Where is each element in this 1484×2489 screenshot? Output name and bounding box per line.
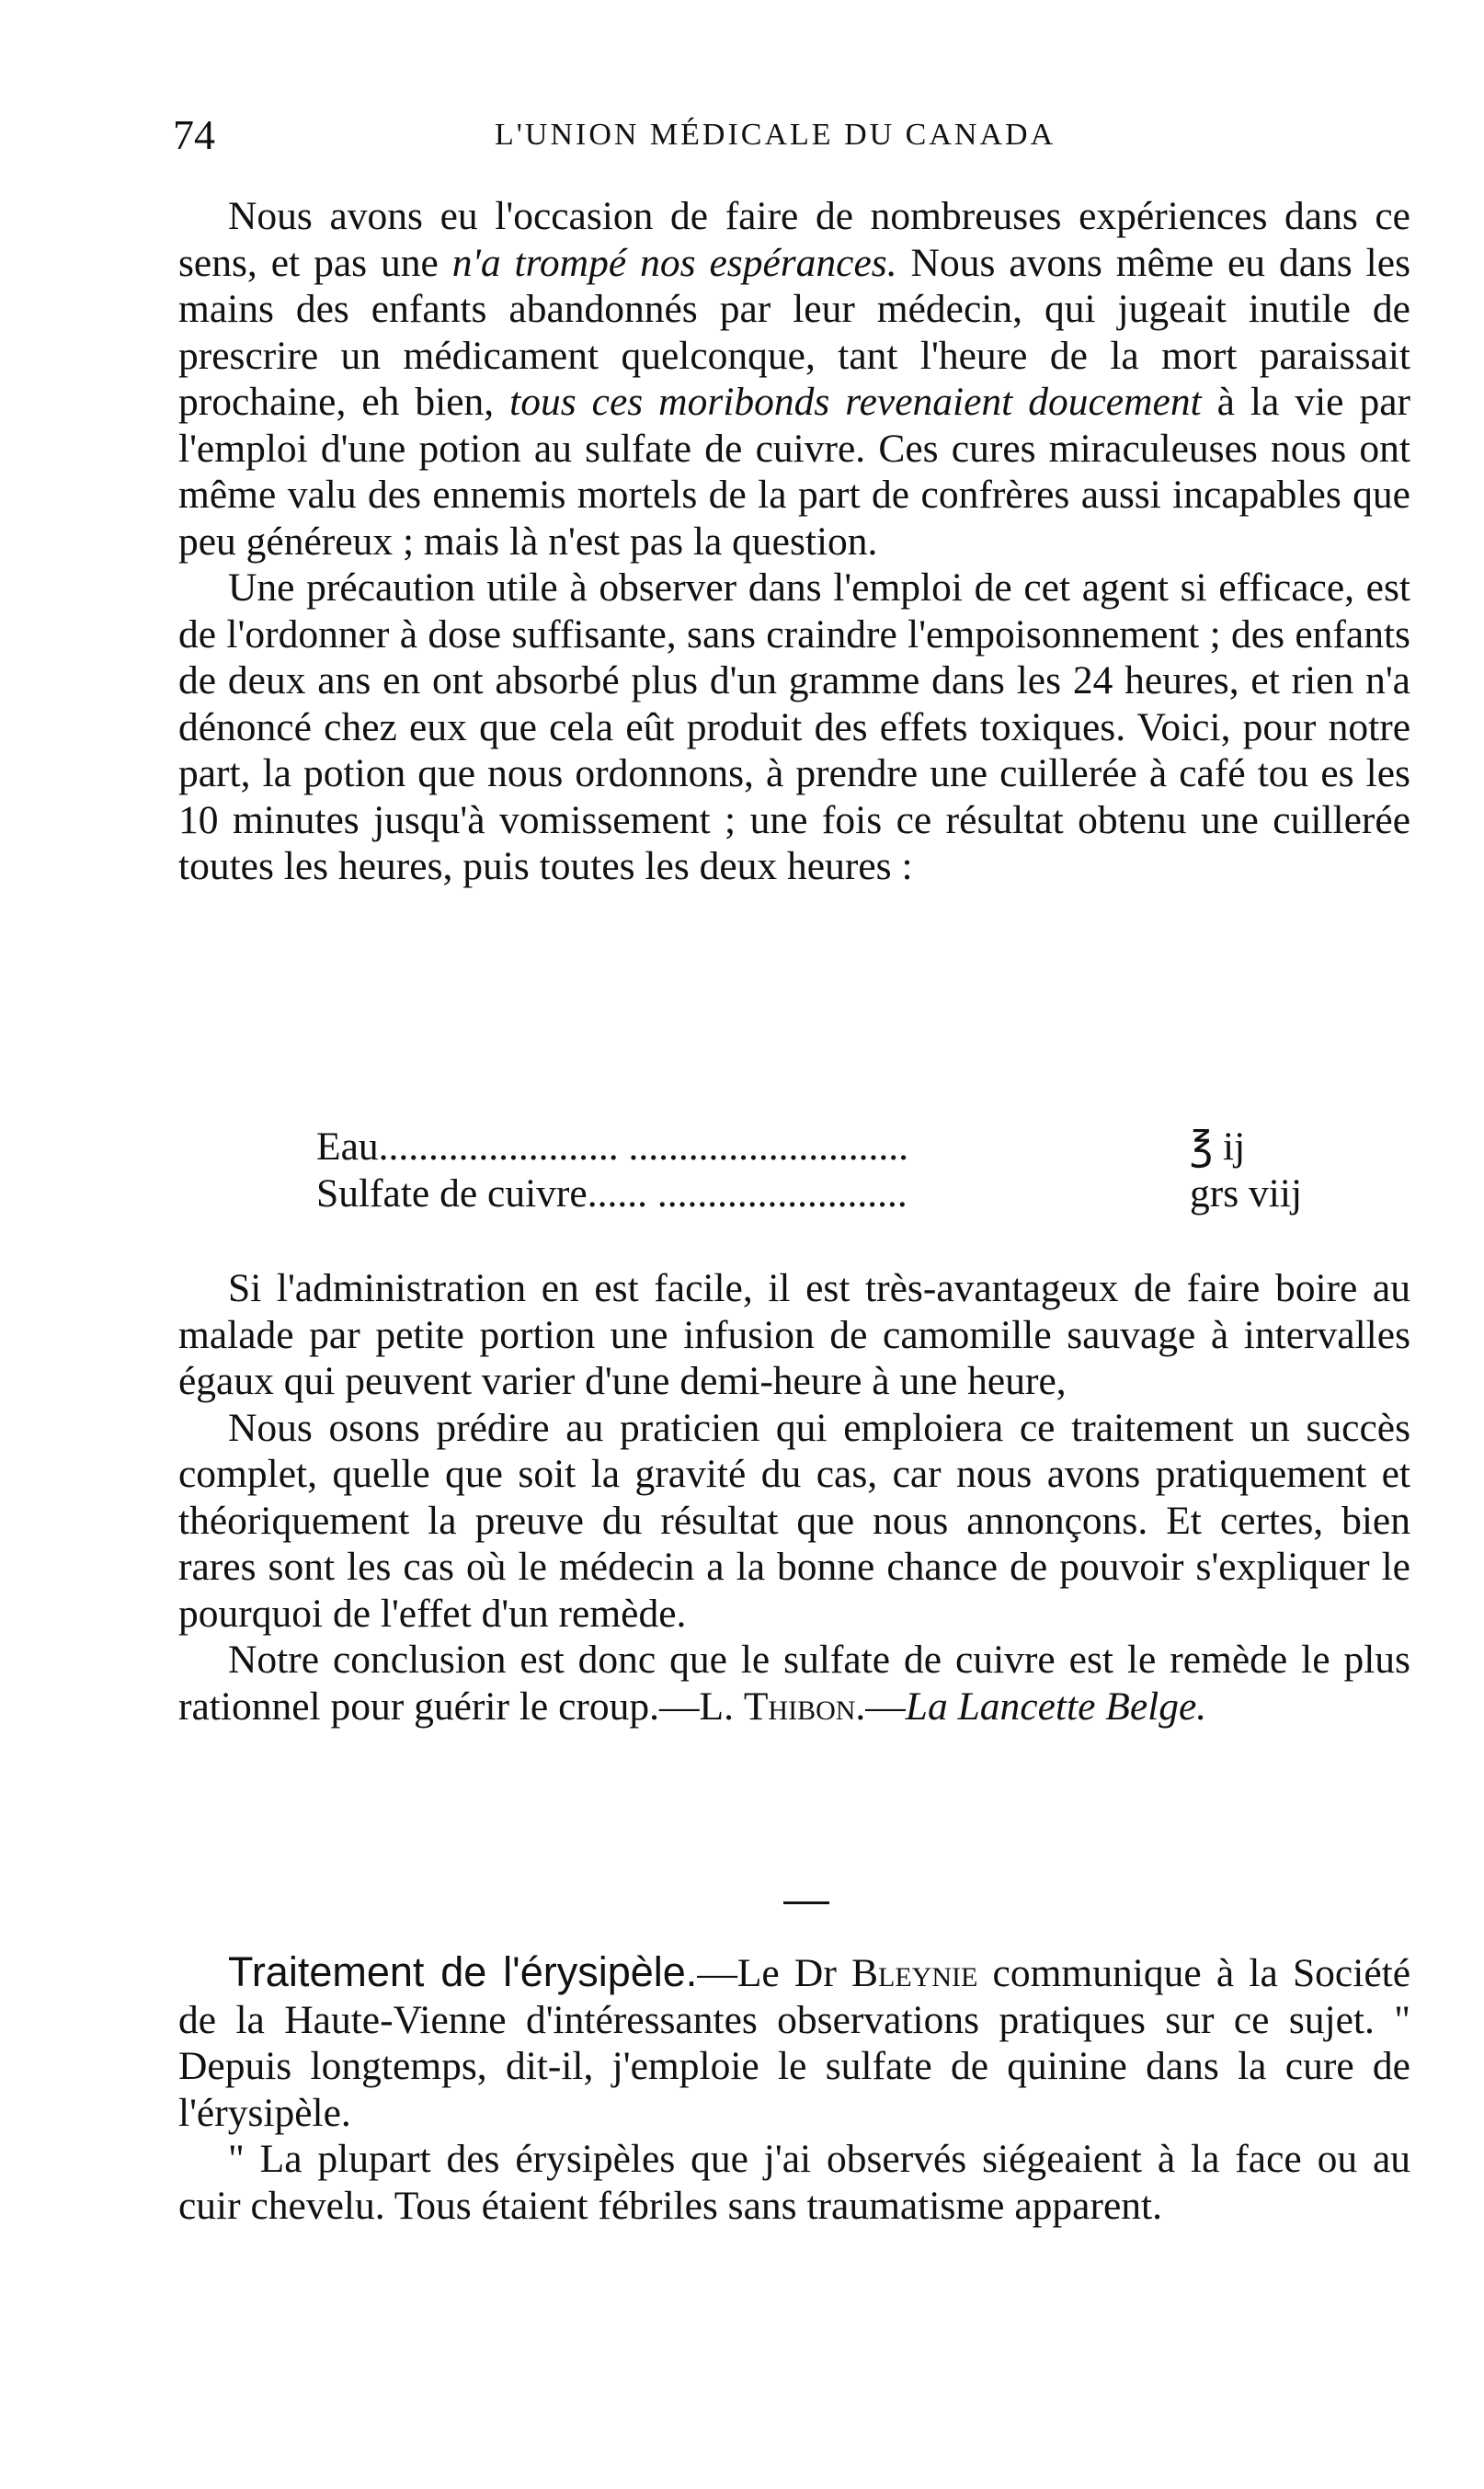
article-title: Traitement de l'érysipèle. (228, 1948, 698, 1995)
paragraph-administration: Si l'administration en est facile, il est très-avantageux de faire boire au malade par petite portion une infusion de camomille sauvage à intervalles égaux qui peuvent varier d'une demi-heure à une heure, (178, 1266, 1410, 1403)
text-run: à la vie par l'emploi d'une potion au sulfate de cuivre. Ces cures miraculeuses nous ont même valu des ennemis mortels de la part de confrères aussi incapables que peu généreux ; mais là n'est pas la question. (178, 380, 1410, 564)
prescription-formula (316, 1124, 1328, 1216)
text-run: —Le Dr (697, 1951, 852, 1995)
paragraph-precaution: Une précaution utile à observer dans l'emploi de cet agent si efficace, est de l'ordonner à dose suffisante, sans craindre l'empoisonnement ; des enfants de deux ans en ont absorbé plus d'un gramme dans les 24 heures, et rien n'a dénoncé chez eux que cela eût produit des effets toxiques. Voici, pour notre part, la potion que nous ordonnons, à prendre une cuillerée à café tou es les 10 minutes jusqu'à vomissement ; une fois ce résultat obtenu une cuillerée toutes les heures, puis toutes les deux heures : (178, 565, 1410, 888)
text-run: communique à la Société de la Haute-Vienne d'intéressantes observations pratiques sur ce sujet. " Depuis longtemps, dit-il, j'emploie le sulfate de quinine dans la cure de l'érysipèle. (178, 1951, 1411, 2135)
paragraph-experiences (178, 193, 1410, 565)
page-header (173, 112, 1405, 158)
body-text-bottom (178, 1265, 1410, 1730)
italic-run: n'a trompé nos espérances. (451, 240, 897, 285)
running-title: L'UNION MÉDICALE DU CANADA (495, 118, 1056, 152)
ingredient-name: Eau........................ ............................ (316, 1125, 909, 1169)
italic-run: tous ces moribonds revenaient doucement (509, 380, 1202, 424)
author-name: Thibon. (743, 1684, 866, 1729)
text-run: Notre conclusion est donc que le sulfate de cuivre est le remède le plus rationnel pour guérir le croup.—L. (178, 1638, 1410, 1729)
prescription-row (316, 1170, 1328, 1217)
page-number: 74 (173, 111, 215, 158)
paragraph-prediction: Nous osons prédire au praticien qui emploiera ce traitement un succès complet, quelle que soit la gravité du cas, car nous avons pratiquement et théoriquement la preuve du résultat que nous annonçons. Et certes, bien rares sont les cas où le médecin a la bonne chance de pouvoir s'expliquer le pourquoi de l'effet d'un remède. (178, 1405, 1410, 1636)
section-divider (783, 1901, 829, 1904)
prescription-row (316, 1124, 1328, 1170)
ingredient-name: Sulfate de cuivre...... ......................... (316, 1170, 908, 1216)
paragraph-conclusion (178, 1637, 1410, 1730)
paragraph-article-observations: " La plupart des érysipèles que j'ai observés siégeaient à la face ou au cuir chevelu. Tous étaient fébriles sans traumatisme apparent. (178, 2137, 1410, 2228)
source-citation: La Lancette Belge. (905, 1684, 1207, 1729)
ingredient-amount: ℥ ij (1190, 1125, 1246, 1169)
text-run: Nous avons eu l'occasion de faire de nombreuses expériences dans ce sens, et pas une (178, 194, 1410, 285)
doctor-name: Bleynie (851, 1951, 978, 1995)
text-run: Nous avons même eu dans les mains des enfants abandonnés par leur médecin, qui jugeait inutile de prescrire un médicament quelconque, tant l'heure de la mort paraissait prochaine, eh bien, (178, 240, 1410, 424)
body-text-top (178, 193, 1410, 890)
ingredient-amount: grs viij (1190, 1170, 1303, 1216)
paragraph-article-intro (178, 1949, 1410, 2136)
text-run: — (865, 1684, 906, 1729)
article-erysipele (178, 1949, 1410, 2229)
